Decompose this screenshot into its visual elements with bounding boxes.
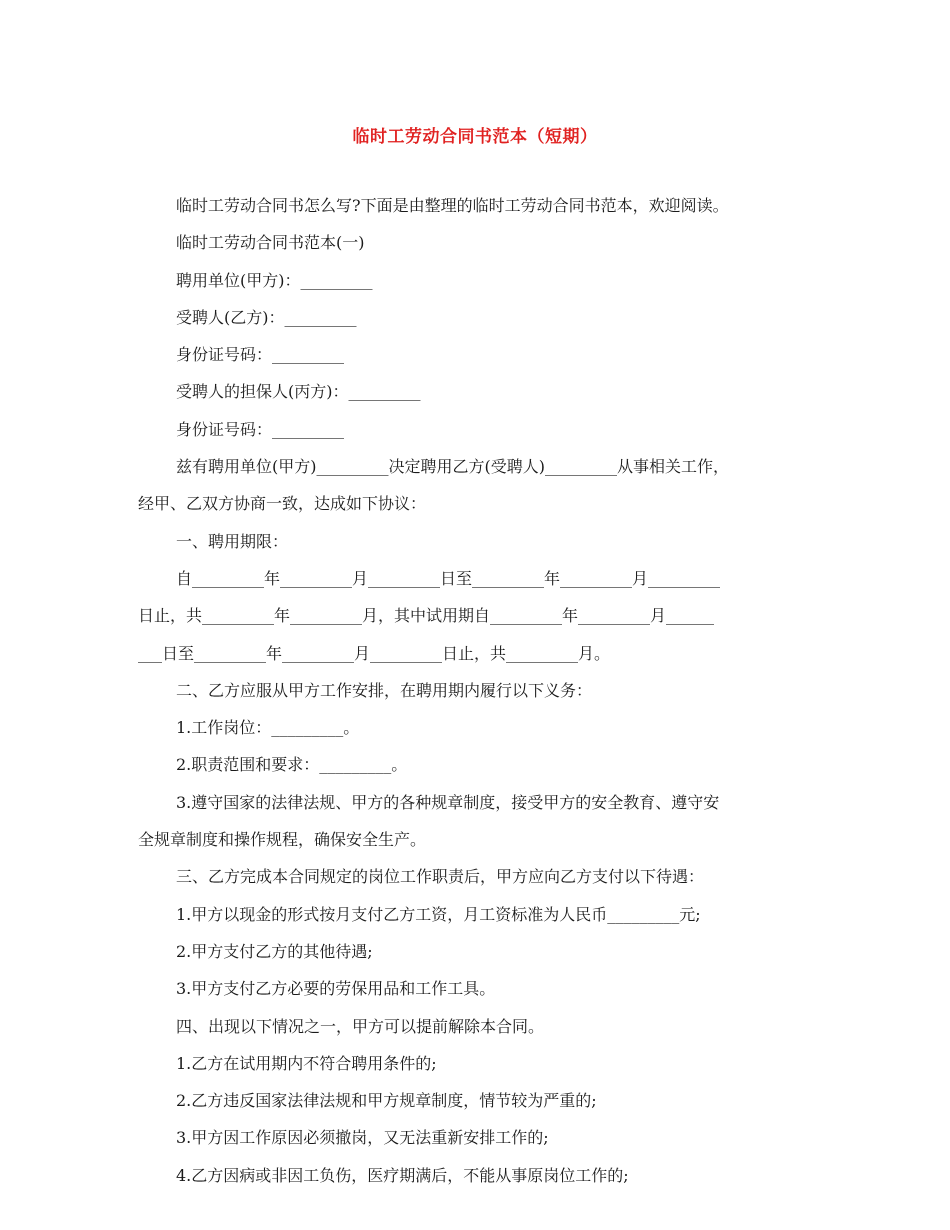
paragraph-line: 二、乙方应服从甲方工作安排，在聘用期内履行以下义务： [176,680,593,700]
paragraph-line: 受聘人的担保人(丙方)：_________ [176,382,421,402]
paragraph-line: 身份证号码：_________ [176,419,345,439]
document-body [138,187,818,1194]
paragraph-line: 2.甲方支付乙方的其他待遇; [176,941,373,961]
paragraph-line: 日止，共_________年_________月，其中试用期自_________年_________月______ [138,606,715,626]
paragraph-line: 3.遵守国家的法律法规、甲方的各种规章制度，接受甲方的安全教育、遵守安 [176,792,720,812]
paragraph-line: ___日至_________年_________月_________日止，共_________月。 [138,643,611,663]
paragraph-line: 全规章制度和操作规程，确保安全生产。 [138,830,427,850]
paragraph-line: 2.职责范围和要求：_________。 [176,755,408,775]
paragraph-line: 三、乙方完成本合同规定的岗位工作职责后，甲方应向乙方支付以下待遇： [176,867,705,887]
paragraph-line: 兹有聘用单位(甲方)_________决定聘用乙方(受聘人)_________从事相关工作， [176,457,729,477]
paragraph-line: 受聘人(乙方)：_________ [176,307,357,327]
paragraph-line: 自_________年_________月_________日至_________年_________月_________ [176,568,721,588]
paragraph-line: 1.工作岗位：_________。 [176,718,360,738]
paragraph-line: 3.甲方支付乙方必要的劳保用品和工作工具。 [176,979,496,999]
paragraph-line: 4.乙方因病或非因工负伤，医疗期满后，不能从事原岗位工作的; [176,1165,629,1185]
paragraph-line: 1.甲方以现金的形式按月支付乙方工资，月工资标准为人民币_________元; [176,904,701,924]
paragraph-line: 1.乙方在试用期内不符合聘用条件的; [176,1053,437,1073]
paragraph-line: 一、聘用期限： [176,531,289,551]
paragraph-line: 四、出现以下情况之一，甲方可以提前解除本合同。 [176,1016,545,1036]
paragraph-line: 聘用单位(甲方)：_________ [176,270,373,290]
paragraph-line: 身份证号码：_________ [176,345,345,365]
paragraph-line: 3.甲方因工作原因必须撤岗，又无法重新安排工作的; [176,1128,549,1148]
paragraph-line: 临时工劳动合同书怎么写?下面是由整理的临时工劳动合同书范本，欢迎阅读。 [176,196,729,215]
paragraph-line: 临时工劳动合同书范本(一) [176,233,365,253]
document-title: 临时工劳动合同书范本（短期） [352,127,598,147]
paragraph-line: 2.乙方违反国家法律法规和甲方规章制度，情节较为严重的; [176,1091,597,1111]
paragraph-line: 经甲、乙双方协商一致，达成如下协议： [138,494,427,514]
